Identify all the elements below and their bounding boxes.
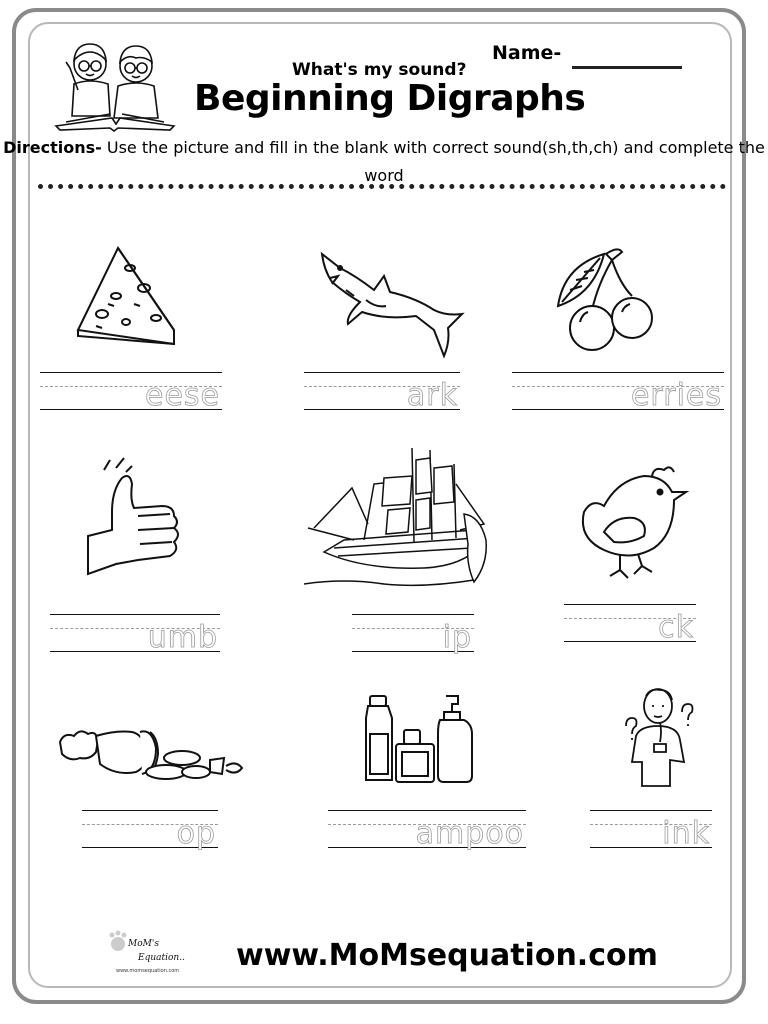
think-icon [620,686,698,790]
trace-line-3[interactable] [512,372,724,412]
cherries-icon [554,244,654,354]
shark-icon [316,250,466,364]
trace-line-9[interactable] [590,810,712,850]
directions [0,134,768,190]
thumb-icon [82,456,186,580]
directions-text: Use the picture and fill in the blank with correct sound(sh,th,ch) and complete the word [101,138,765,185]
worksheet-title: Beginning Digraphs [194,78,586,119]
chick-icon [574,462,692,582]
svg-text:www.momsequation.com: www.momsequation.com [116,968,180,974]
trace-line-2[interactable] [304,372,460,412]
word-ending-3: erries [630,378,722,413]
svg-text:Equation..: Equation.. [138,953,185,963]
word-ending-4: umb [147,620,218,655]
trace-line-5[interactable] [352,614,474,654]
chop-icon [56,722,248,784]
shampoo-icon [362,694,476,786]
trace-line-8[interactable] [328,810,526,850]
cheese-icon [74,244,178,348]
moms-equation-logo [104,928,204,976]
dotted-divider [38,184,726,189]
worksheet-subtitle: What's my sound? [292,60,467,80]
trace-line-7[interactable] [82,810,218,850]
directions-label: Directions- [3,138,102,157]
word-ending-1: eese [144,378,220,413]
word-ending-8: ampoo [415,816,524,851]
word-ending-7: op [176,816,216,851]
footer-website[interactable]: www.MoMsequation.com [236,938,658,973]
word-ending-2: ark [406,378,458,413]
word-ending-9: ink [662,816,710,851]
trace-line-1[interactable] [40,372,222,412]
word-ending-5: ip [442,620,472,655]
name-label: Name- [492,42,562,64]
name-input-line[interactable] [572,66,682,69]
ship-icon [304,444,490,590]
trace-line-6[interactable] [564,604,696,644]
word-ending-6: ck [658,610,694,645]
svg-text:MoM's: MoM's [128,939,159,949]
trace-line-4[interactable] [50,614,220,654]
reading-kids-icon [52,38,178,132]
